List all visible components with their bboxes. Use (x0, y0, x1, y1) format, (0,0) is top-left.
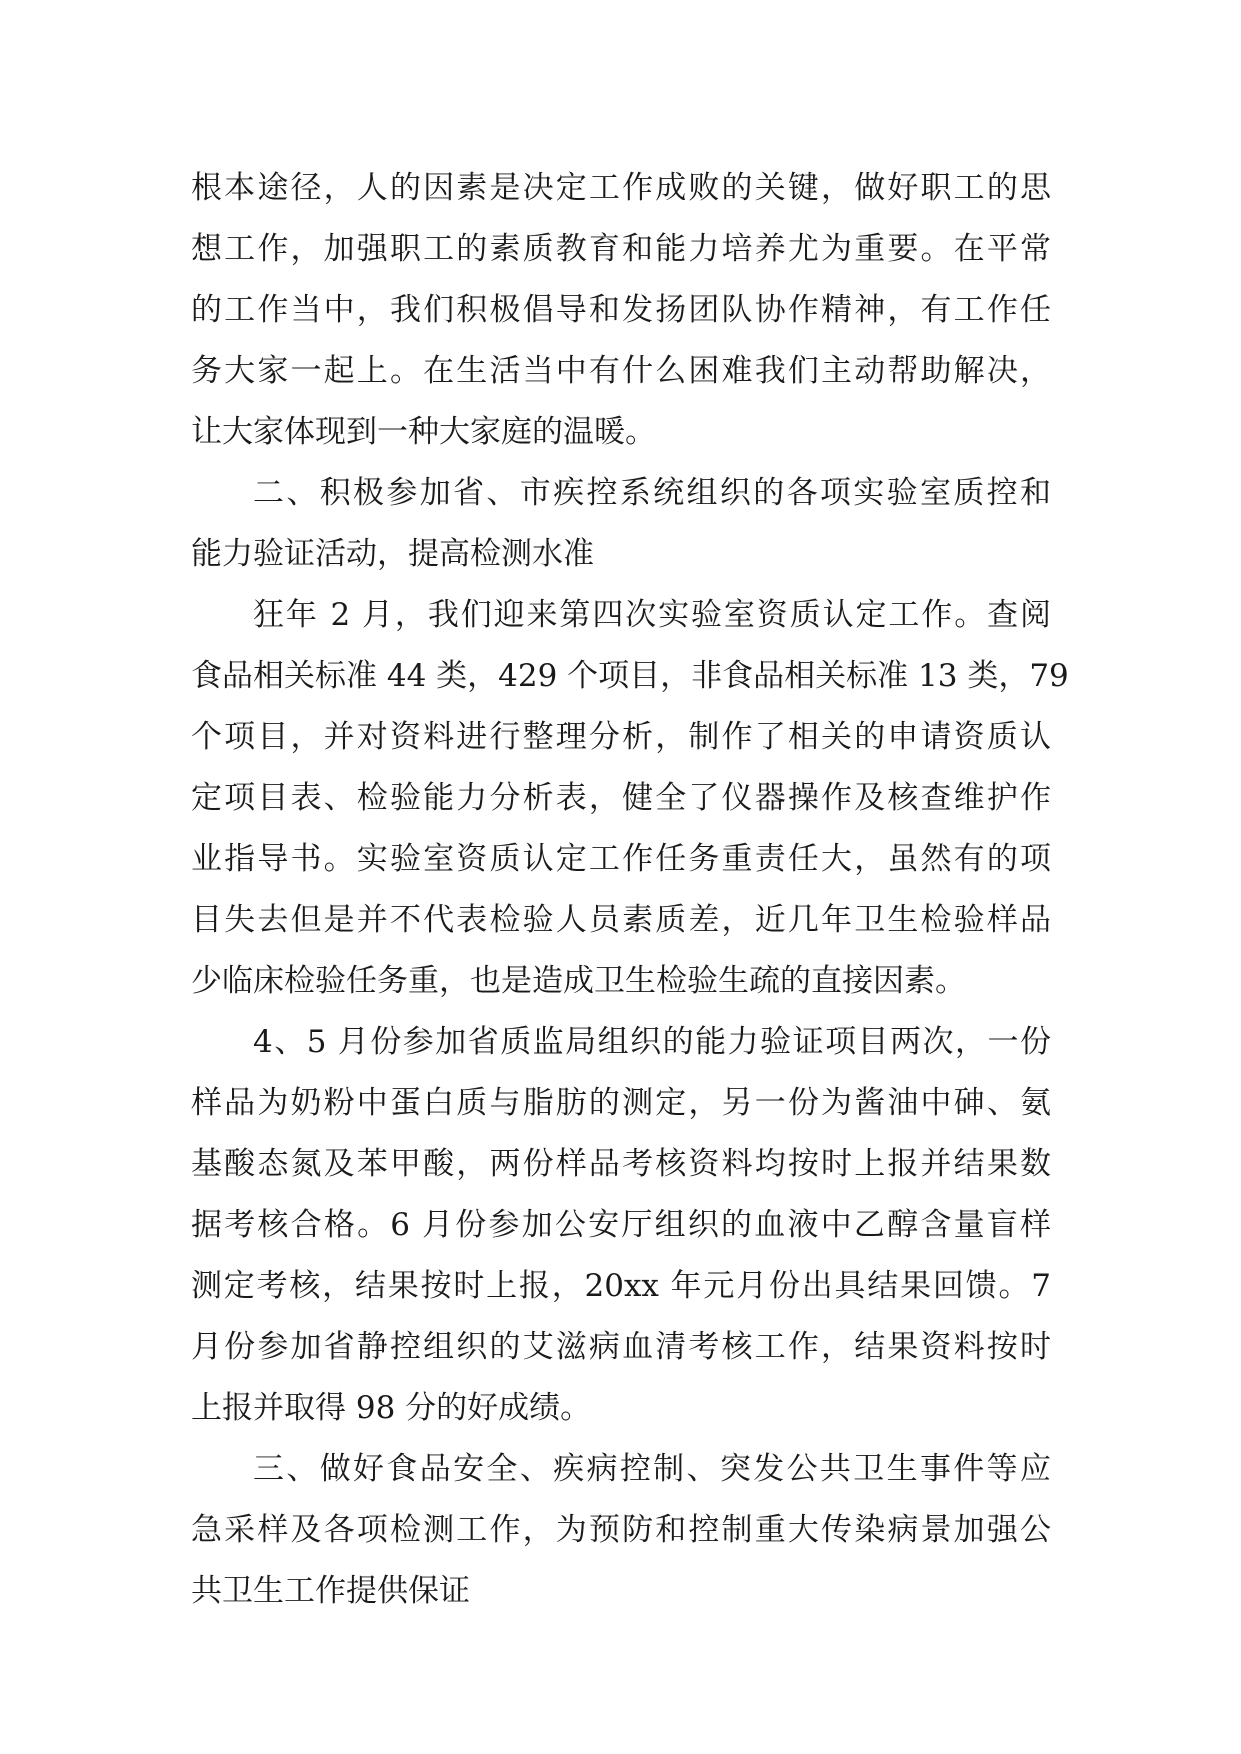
text-line: 的工作当中，我们积极倡导和发扬团队协作精神，有工作任 (191, 292, 1051, 328)
document-body (191, 158, 1069, 1622)
section-heading-line: 能力验证活动，提高检测水准 (191, 536, 594, 572)
text-line: 月份参加省静控组织的艾滋病血清考核工作，结果资料按时 (191, 1329, 1051, 1365)
text-line: 让大家体现到一种大家庭的温暖。 (191, 414, 656, 450)
text-line: 想工作，加强职工的素质教育和能力培养尤为重要。在平常 (191, 231, 1051, 267)
section-heading-line: 二、积极参加省、市疾控系统组织的各项实验室质控和 (253, 475, 1051, 511)
text-line: 根本途径，人的因素是决定工作成败的关键，做好职工的思 (191, 170, 1051, 206)
text-line: 业指导书。实验室资质认定工作任务重责任大，虽然有的项 (191, 841, 1051, 877)
text-line: 务大家一起上。在生活当中有什么困难我们主动帮助解决， (191, 353, 1051, 389)
text-line: 4、5 月份参加省质监局组织的能力验证项目两次，一份 (253, 1024, 1051, 1060)
section-heading-line: 急采样及各项检测工作，为预防和控制重大传染病景加强公 (191, 1512, 1051, 1548)
text-line: 基酸态氮及苯甲酸，两份样品考核资料均按时上报并结果数 (191, 1146, 1051, 1182)
text-line: 个项目，并对资料进行整理分析，制作了相关的申请资质认 (191, 719, 1051, 755)
section-heading-line: 三、做好食品安全、疾病控制、突发公共卫生事件等应 (253, 1451, 1051, 1487)
text-line: 上报并取得 98 分的好成绩。 (191, 1390, 592, 1426)
text-line: 据考核合格。6 月份参加公安厅组织的血液中乙醇含量盲样 (191, 1207, 1051, 1243)
text-line: 食品相关标准 44 类，429 个项目，非食品相关标准 13 类，79 (191, 658, 1069, 694)
text-line: 测定考核，结果按时上报，20xx 年元月份出具结果回馈。7 (191, 1268, 1051, 1304)
text-line: 样品为奶粉中蛋白质与脂肪的测定，另一份为酱油中砷、氨 (191, 1085, 1051, 1121)
section-heading-line: 共卫生工作提供保证 (191, 1573, 470, 1609)
text-line: 少临床检验任务重，也是造成卫生检验生疏的直接因素。 (191, 963, 966, 999)
text-line: 目失去但是并不代表检验人员素质差，近几年卫生检验样品 (191, 902, 1051, 938)
text-line: 狂年 2 月，我们迎来第四次实验室资质认定工作。查阅 (253, 597, 1051, 633)
text-line: 定项目表、检验能力分析表，健全了仪器操作及核查维护作 (191, 780, 1051, 816)
